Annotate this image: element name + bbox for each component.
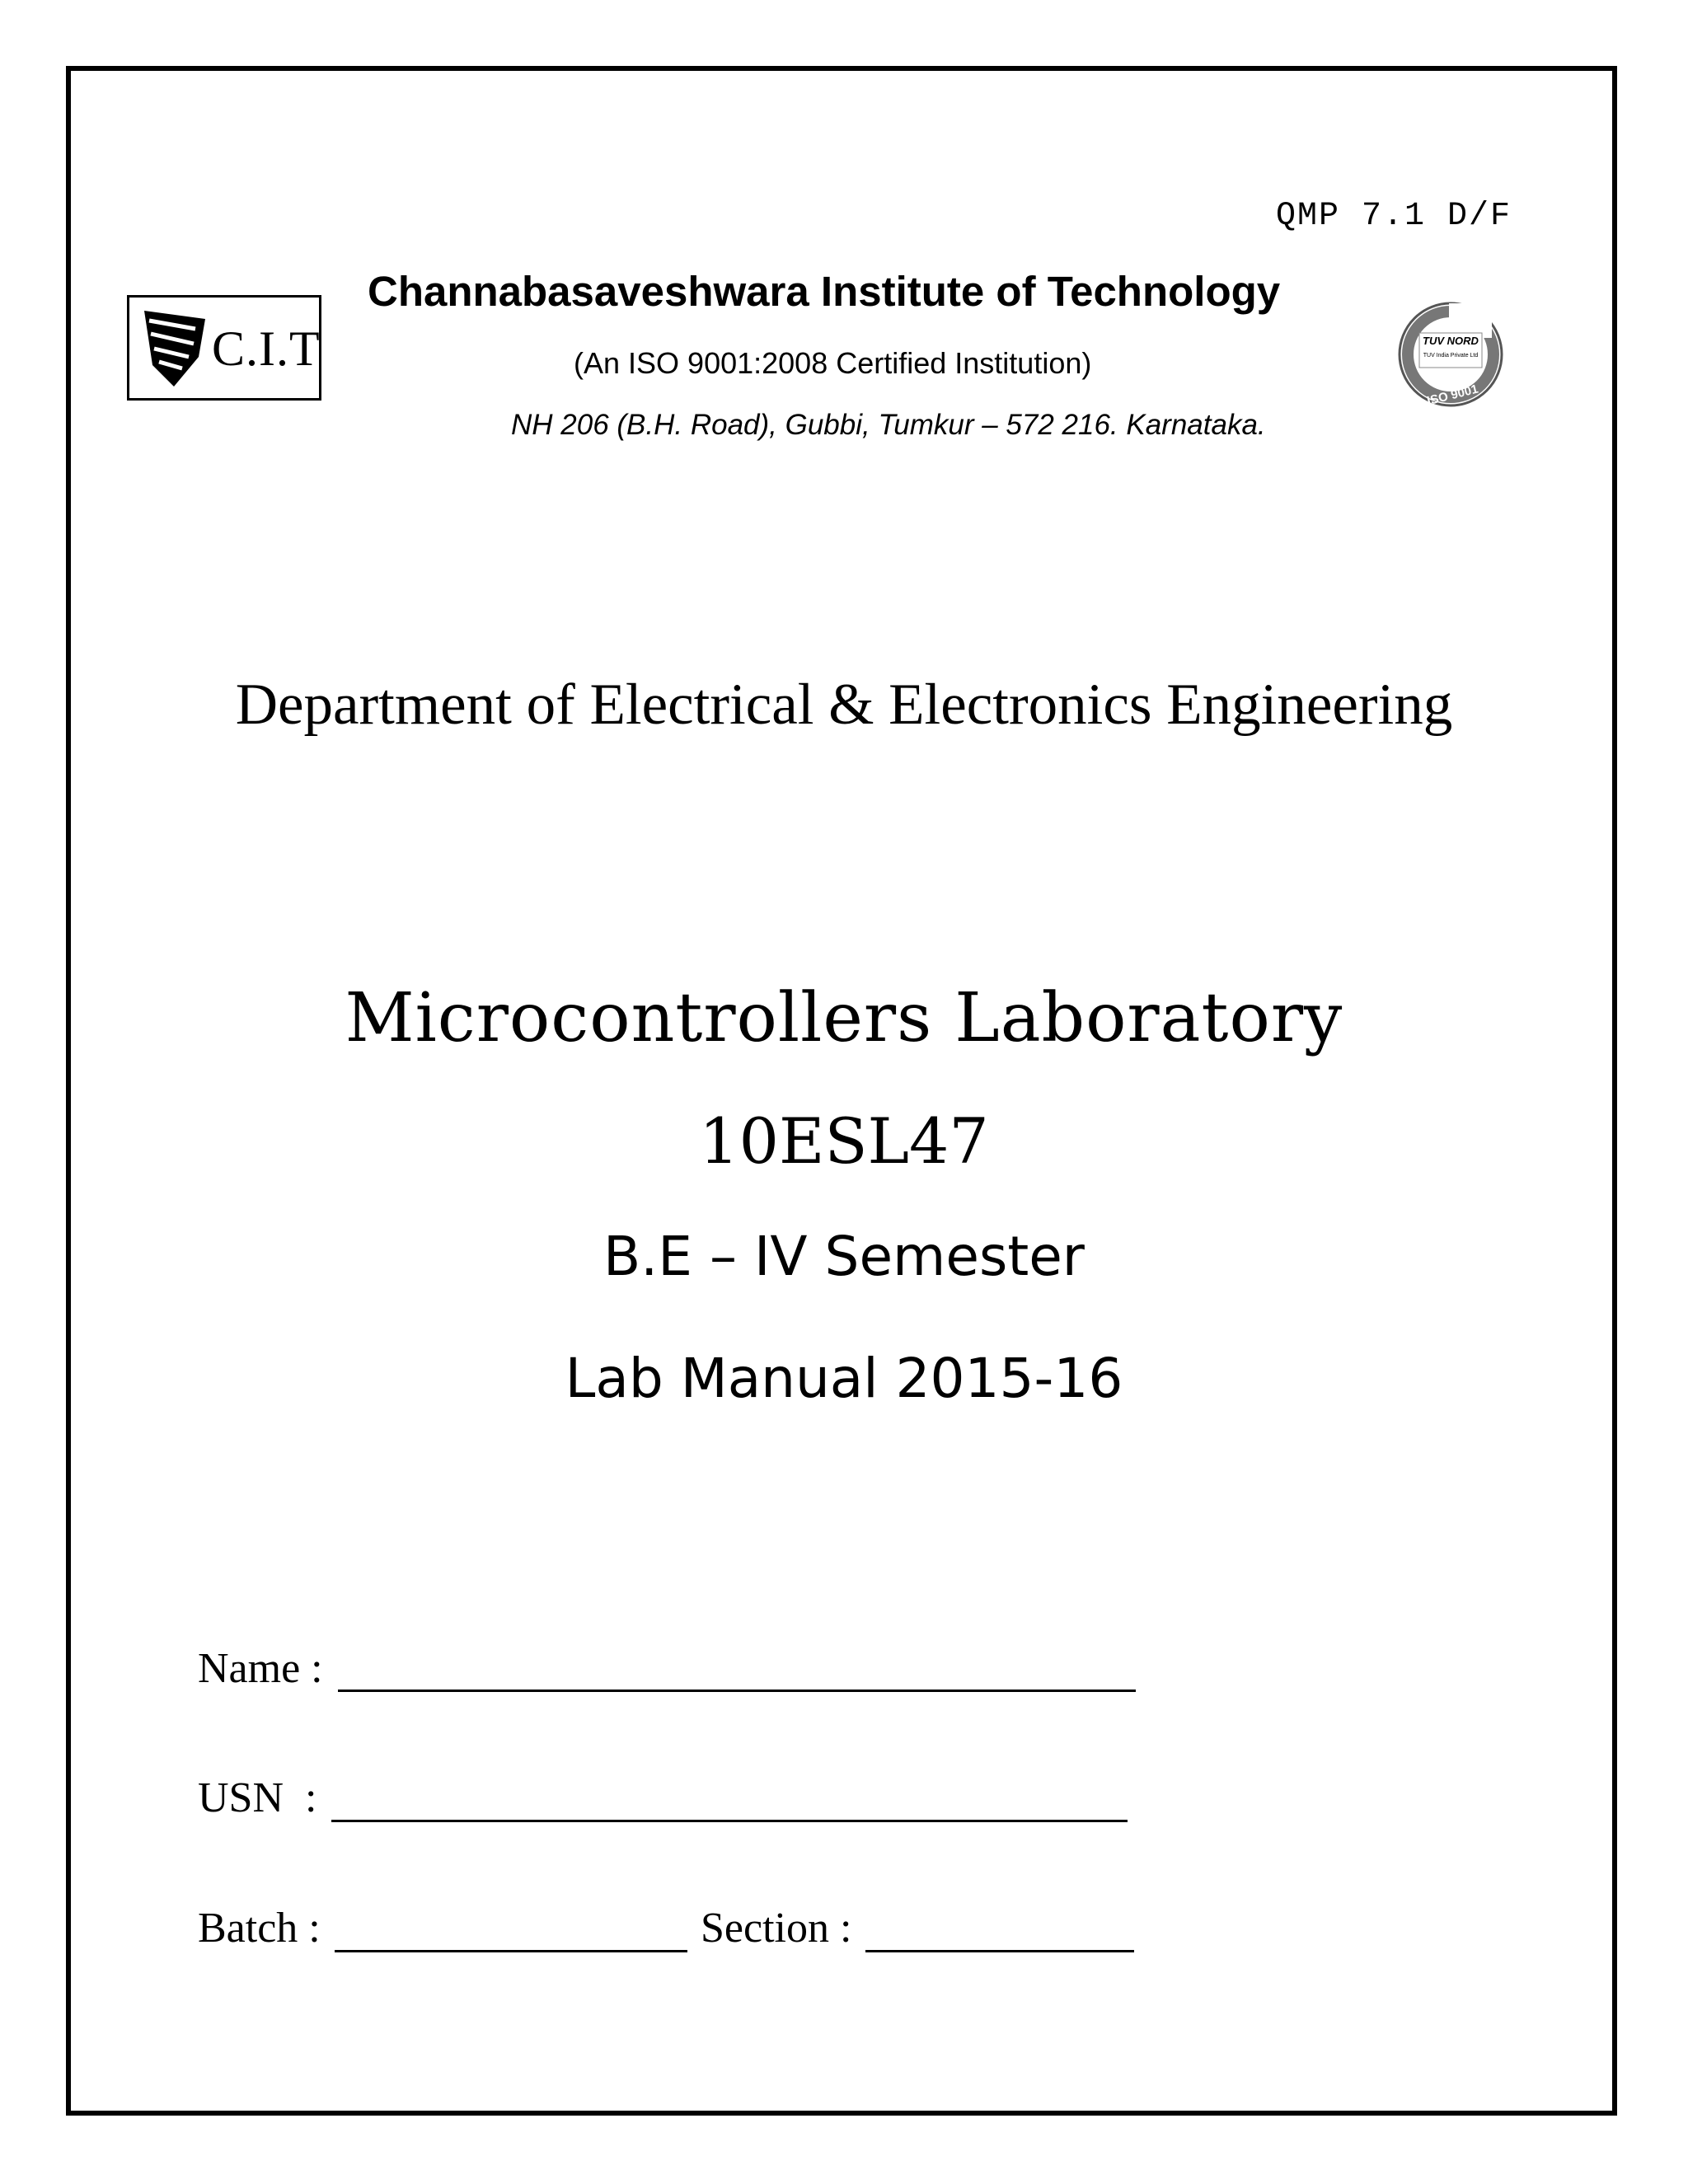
manual-year: Lab Manual 2015-16 — [565, 1347, 1123, 1410]
department-name: Department of Electrical & Electronics Engineering — [235, 673, 1453, 737]
logo-text: C.I.T — [212, 321, 321, 376]
section-label: Section : — [701, 1905, 852, 1952]
course-title: Microcontrollers Laboratory — [345, 979, 1343, 1057]
cit-logo — [127, 295, 321, 401]
usn-field[interactable] — [331, 1820, 1128, 1822]
iso-9001-seal-icon — [1376, 297, 1525, 412]
batch-field[interactable] — [335, 1950, 687, 1952]
certification-line: (An ISO 9001:2008 Certified Institution) — [574, 346, 1092, 380]
batch-label: Batch : — [198, 1905, 321, 1952]
cit-shield-icon — [141, 307, 209, 390]
seal-top-text: TUV NORD — [1423, 335, 1479, 347]
seal-bottom-text: ISO 9001 — [1425, 382, 1480, 409]
institute-address: NH 206 (B.H. Road), Gubbi, Tumkur – 572 216. Karnataka. — [511, 409, 1266, 441]
section-field[interactable] — [865, 1950, 1134, 1952]
seal-small-text: TUV India Private Ltd — [1423, 353, 1479, 359]
document-code: QMP 7.1 D/F — [1276, 198, 1512, 235]
name-label: Name : — [198, 1645, 323, 1692]
name-field[interactable] — [338, 1690, 1136, 1692]
course-code: 10ESL47 — [699, 1104, 989, 1178]
usn-label: USN : — [198, 1774, 317, 1821]
institute-name: Channabasaveshwara Institute of Technology — [368, 268, 1281, 315]
semester: B.E – IV Semester — [603, 1225, 1085, 1288]
